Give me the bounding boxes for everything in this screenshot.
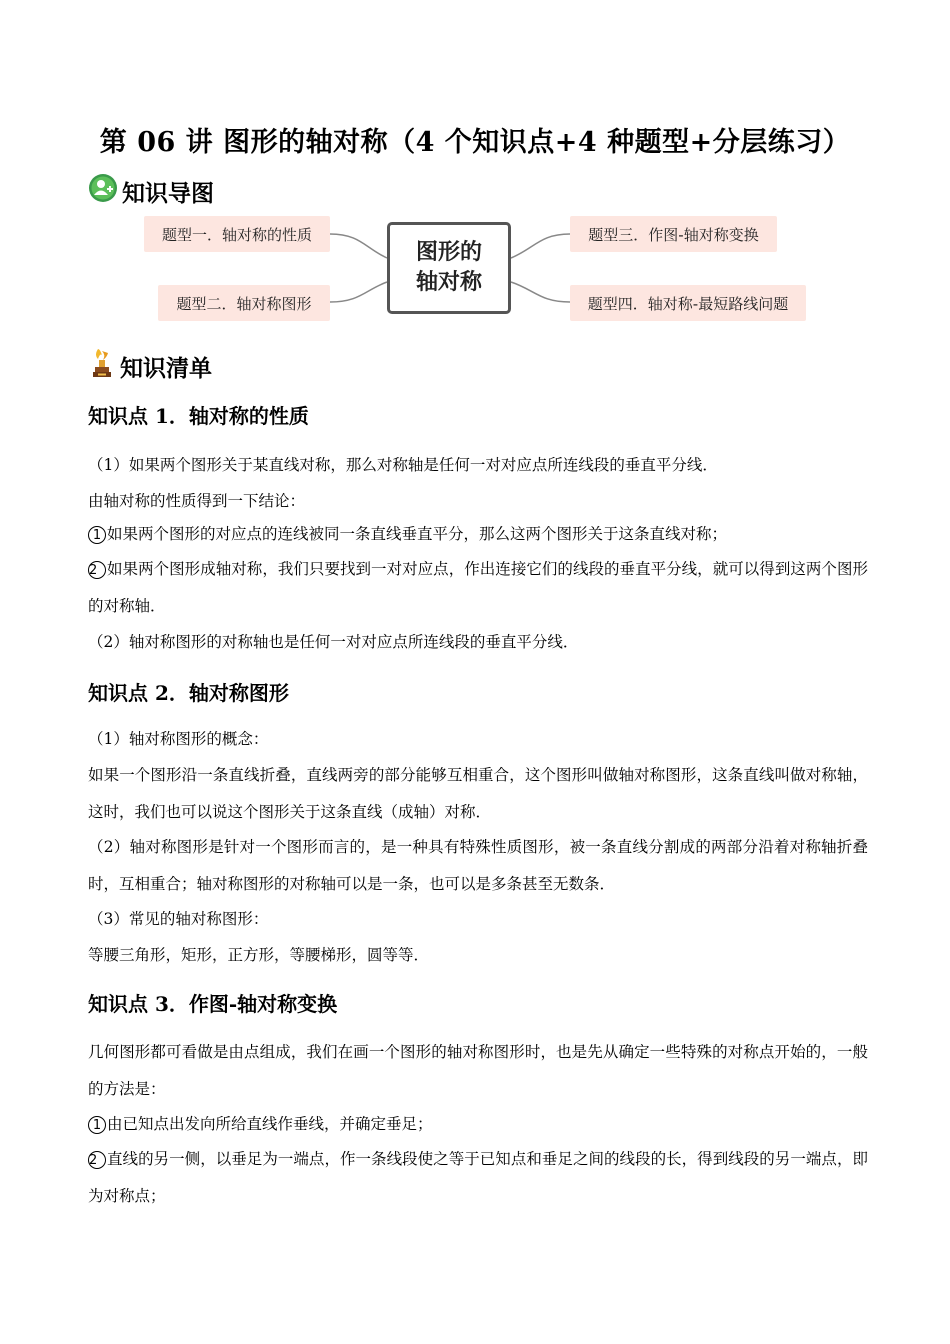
mindmap-center: 图形的轴对称 (387, 222, 511, 314)
kp3-p3: 2 直线的另一侧，以垂足为一端点，作一条线段使之等于已知点和垂足之间的线段的长，得到线段的另一端点，即为对称点； (88, 1150, 868, 1205)
mindmap-branch-2: 题型二．轴对称图形 (158, 285, 330, 321)
kp2-p5: 等腰三角形，矩形，正方形，等腰梯形，圆等等． (88, 946, 430, 964)
circled-number: 1 (88, 526, 106, 544)
page-title: 第 06 讲 图形的轴对称（4 个知识点+4 种题型+分层练习） (99, 127, 851, 158)
mindmap-branch-1: 题型一．轴对称的性质 (144, 216, 330, 252)
kp3-p1: 几何图形都可看做是由点组成，我们在画一个图形的轴对称图形时，也是先从确定一些特殊的对称点开始的，一般的方法是： (88, 1043, 868, 1098)
kp2-p3: （2）轴对称图形是针对一个图形而言的，是一种具有特殊性质图形，被一条直线分割成的两部分沿着对称轴折叠时，互相重合；轴对称图形的对称轴可以是一条，也可以是多条甚至无数条． (88, 838, 868, 893)
kp2-p2: 如果一个图形沿一条直线折叠，直线两旁的部分能够互相重合，这个图形叫做轴对称图形，这条直线叫做对称轴，这时，我们也可以说这个图形关于这条直线（成轴）对称． (88, 766, 868, 821)
circled-number: 2 (88, 561, 106, 579)
circled-number: 2 (88, 1151, 106, 1169)
circled-number: 1 (88, 1116, 106, 1134)
kp1-p1: （1）如果两个图形关于某直线对称，那么对称轴是任何一对对应点所连线段的垂直平分线． (88, 456, 718, 474)
kp2-p1: （1）轴对称图形的概念： (88, 730, 269, 748)
kp1-p3: 1 如果两个图形的对应点的连线被同一条直线垂直平分，那么这两个图形关于这条直线对称； (88, 516, 868, 553)
kp1-p4: 2 如果两个图形成轴对称，我们只要找到一对对应点，作出连接它们的线段的垂直平分线，就可以得到这两个图形的对称轴． (88, 560, 868, 615)
list-section-heading (88, 350, 212, 382)
kp2-heading: 知识点 2．轴对称图形 (88, 681, 289, 705)
list-section-title: 知识清单 (120, 354, 212, 382)
kp1-p2: 由轴对称的性质得到一下结论： (88, 492, 306, 510)
mindmap-branch-4: 题型四．轴对称-最短路线问题 (570, 285, 806, 321)
kp1-p5: （2）轴对称图形的对称轴也是任何一对对应点所连线段的垂直平分线． (88, 633, 579, 651)
trophy-icon (88, 347, 116, 385)
kp2-p4: （3）常见的轴对称图形： (88, 910, 269, 928)
mindmap-section-title: 知识导图 (122, 179, 214, 207)
kp1-heading: 知识点 1．轴对称的性质 (88, 404, 309, 428)
kp3-p2: 1 由已知点出发向所给直线作垂线，并确定垂足； (88, 1106, 868, 1143)
mindmap-branch-3: 题型三．作图-轴对称变换 (570, 216, 777, 252)
kp3-heading: 知识点 3．作图-轴对称变换 (88, 992, 338, 1016)
